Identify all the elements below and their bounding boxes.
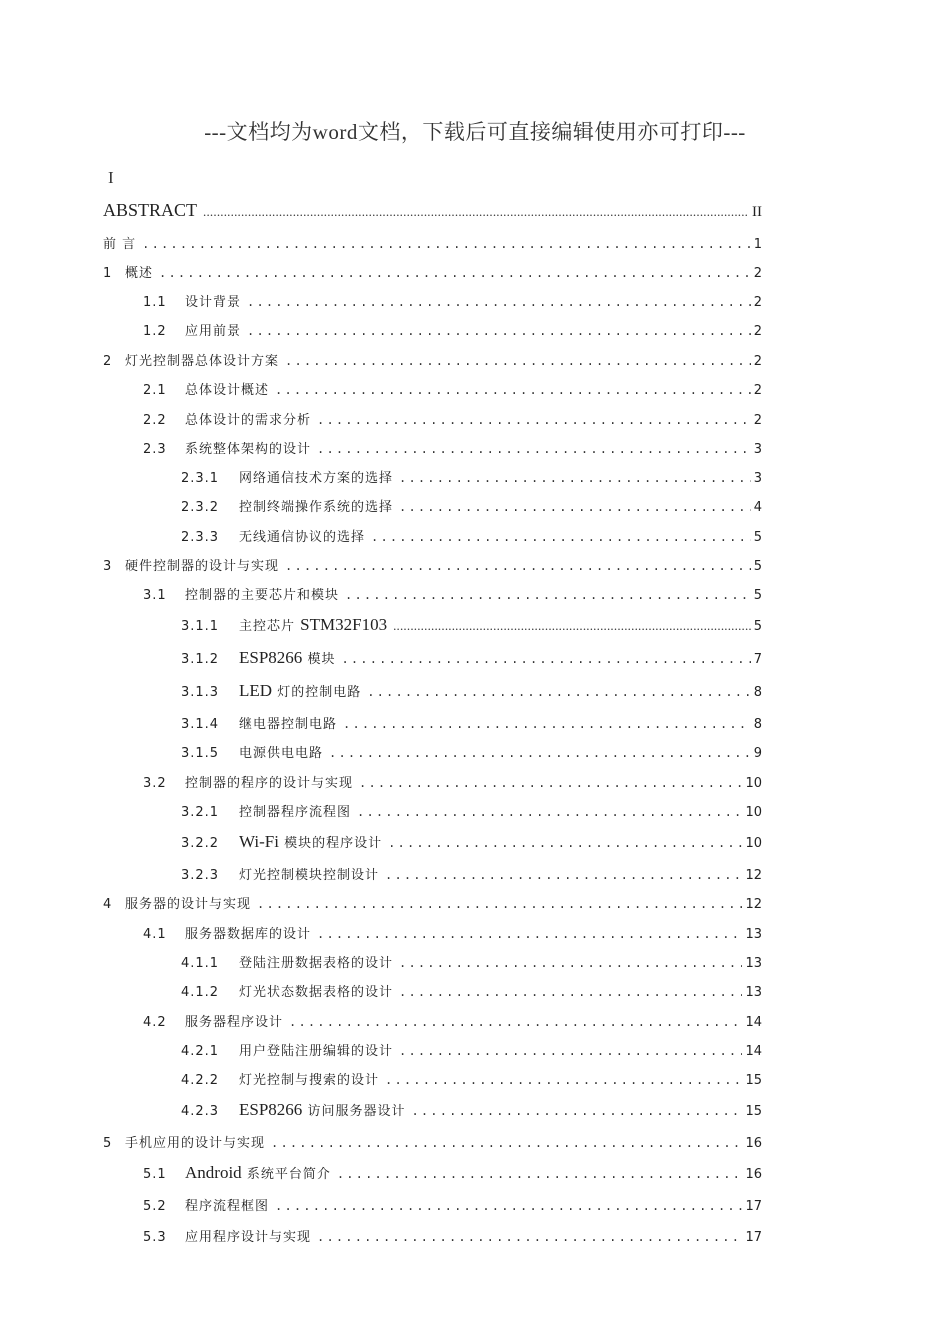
toc-leader-dots	[345, 588, 751, 602]
toc-entry-number: 2.3.1	[181, 471, 220, 486]
toc-entry-title-text: 继电器控制电路	[239, 717, 338, 732]
toc-page-number: 2	[753, 413, 762, 428]
toc-entry-number: 4.1	[143, 927, 167, 942]
toc-page-number: 2	[753, 354, 762, 369]
toc-entry[interactable]	[181, 526, 762, 545]
toc-leader-dots	[317, 413, 751, 427]
toc-entry[interactable]	[143, 409, 762, 428]
toc-leader-dots	[399, 500, 751, 514]
toc-entry[interactable]	[143, 1195, 762, 1214]
toc-entry-title	[239, 952, 393, 971]
roman-page-label: I	[108, 168, 114, 187]
toc-entry-number: 3.1.4	[181, 717, 220, 732]
toc-entry-number: 3.2	[143, 776, 167, 791]
toc-leader-dots	[247, 295, 751, 309]
toc-entry[interactable]	[181, 681, 762, 701]
toc-leader-dots	[317, 1230, 742, 1244]
toc-page-number: 8	[753, 717, 762, 732]
toc-entry-number: 1.2	[143, 324, 167, 339]
toc-page-number: 2	[753, 295, 762, 310]
toc-entry-number: 2	[103, 354, 113, 369]
toc-leader-dots	[317, 442, 751, 456]
toc-leader-dots	[399, 985, 742, 999]
toc-entry-number: 3.2.3	[181, 868, 220, 883]
toc-entry-title-latin: Wi-Fi	[239, 832, 279, 851]
toc-entry[interactable]	[181, 742, 762, 761]
toc-entry-title	[185, 320, 241, 339]
toc-leader-dots	[285, 354, 751, 368]
toc-entry[interactable]	[103, 350, 762, 369]
toc-entry-title-text: 控制器的主要芯片和模块	[185, 588, 340, 603]
toc-leader-dots	[371, 530, 751, 544]
toc-entry-title	[103, 200, 197, 221]
toc-entry-number: 1.1	[143, 295, 167, 310]
toc-entry-title-text: 无线通信协议的选择	[239, 530, 366, 545]
toc-page-number: 2	[753, 266, 762, 281]
toc-leader-dots	[275, 1199, 742, 1213]
toc-entry-number: 3.1.3	[181, 685, 220, 700]
toc-page-number: 9	[753, 746, 762, 761]
toc-page-number: 13	[745, 985, 762, 1000]
toc-leader-dots	[399, 956, 742, 970]
toc-entry-title-text: 控制器程序流程图	[239, 805, 352, 820]
toc-entry[interactable]	[181, 1069, 762, 1088]
toc-entry-title-text: 前 言	[103, 237, 137, 252]
document-banner: ---文档均为word文档，下载后可直接编辑使用亦可打印---	[204, 120, 746, 144]
toc-entry-title	[239, 713, 337, 732]
toc-entry-number: 3.1.5	[181, 746, 220, 761]
toc-entry[interactable]	[181, 981, 762, 1000]
toc-leader-dots	[247, 324, 751, 338]
toc-entry-title	[185, 1195, 269, 1214]
toc-entry-number: 3.1.1	[181, 619, 220, 634]
toc-entry-title-text: 登陆注册数据表格的设计	[239, 956, 394, 971]
toc-entry[interactable]	[143, 1226, 762, 1245]
toc-leader-dots	[388, 836, 742, 850]
toc-entry-title	[239, 1040, 393, 1059]
toc-entry[interactable]	[181, 1100, 762, 1120]
toc-entry-title	[125, 262, 153, 281]
toc-page-number: 2	[753, 324, 762, 339]
toc-entry-title-text: 控制器的程序的设计与实现	[185, 776, 354, 791]
toc-entry[interactable]	[181, 832, 762, 852]
toc-entry[interactable]	[181, 648, 762, 668]
toc-leader-dots	[341, 652, 750, 666]
toc-entry[interactable]	[103, 1132, 762, 1151]
toc-entry-number: 4.2.3	[181, 1104, 220, 1119]
toc-entry-title	[239, 648, 335, 668]
toc-entry[interactable]	[143, 772, 762, 791]
toc-entry[interactable]	[103, 200, 762, 221]
toc-entry[interactable]	[143, 320, 762, 339]
toc-entry-title-text: 服务器的设计与实现	[125, 897, 252, 912]
toc-entry[interactable]	[181, 1040, 762, 1059]
toc-entry-title	[239, 526, 365, 545]
toc-entry-title-text: 网络通信技术方案的选择	[239, 471, 394, 486]
toc-entry-title	[185, 291, 241, 310]
toc-entry-title-text: ABSTRACT	[103, 200, 198, 220]
toc-entry-number: 4.1.2	[181, 985, 220, 1000]
toc-page-number: 15	[745, 1104, 762, 1119]
toc-entry-title-latin: Android	[185, 1163, 242, 1182]
toc-entry-title	[185, 1226, 311, 1245]
toc-entry-title	[185, 584, 339, 603]
toc-entry-title-latin: STM32F103	[300, 615, 388, 634]
toc-page-number: 10	[745, 805, 762, 820]
toc-entry[interactable]	[181, 864, 762, 883]
toc-entry-title	[185, 438, 311, 457]
toc-page-number: 1	[753, 237, 762, 252]
toc-entry-title-text: 用户登陆注册编辑的设计	[239, 1044, 394, 1059]
toc-entry-title-text: 访问服务器设计	[307, 1104, 406, 1119]
toc-entry-title-text: 总体设计的需求分析	[185, 413, 312, 428]
toc-entry[interactable]	[143, 438, 762, 457]
toc-entry[interactable]	[181, 801, 762, 820]
toc-entry-title	[239, 1100, 405, 1120]
toc-entry-number: 2.1	[143, 383, 167, 398]
toc-entry-title	[185, 1163, 331, 1183]
toc-entry-title-text: 应用前景	[185, 324, 242, 339]
toc-leader-dots	[142, 237, 751, 251]
toc-entry-title	[185, 923, 311, 942]
toc-entry-title	[185, 379, 269, 398]
toc-entry[interactable]	[181, 952, 762, 971]
toc-page-number: 13	[745, 956, 762, 971]
toc-leader-dots	[359, 776, 742, 790]
toc-page-number: 3	[753, 442, 762, 457]
toc-page-number: 4	[753, 500, 762, 515]
toc-entry-title-latin: ESP8266	[239, 1100, 303, 1119]
toc-entry-title	[103, 233, 136, 252]
toc-page-number: 5	[753, 559, 762, 574]
toc-leader-dots	[337, 1167, 743, 1181]
toc-entry-number: 4.2.2	[181, 1073, 220, 1088]
toc-entry[interactable]	[143, 584, 762, 603]
toc-page-number: 5	[753, 619, 762, 634]
toc-entry-title	[239, 467, 393, 486]
toc-entry-title-text: 程序流程框图	[185, 1199, 270, 1214]
toc-leader-dots	[411, 1104, 742, 1118]
toc-entry-title-latin: ESP8266	[239, 648, 303, 667]
toc-entry[interactable]	[143, 291, 762, 310]
toc-page-number: 12	[745, 868, 762, 883]
toc-entry-title-text: 系统整体架构的设计	[185, 442, 312, 457]
toc-entry-title	[239, 1069, 379, 1088]
toc-page-number: 17	[745, 1230, 762, 1245]
toc-entry-title-text: 灯的控制电路	[277, 685, 362, 700]
toc-entry-number: 4.2	[143, 1015, 167, 1030]
toc-entry[interactable]	[143, 1011, 762, 1030]
toc-entry-title	[125, 893, 251, 912]
toc-entry-number: 5.3	[143, 1230, 167, 1245]
toc-entry-title-text: 主控芯片	[239, 619, 296, 634]
toc-entry-title	[239, 864, 379, 883]
toc-entry-title	[239, 742, 323, 761]
toc-entry-title	[239, 615, 387, 635]
toc-entry-number: 3.2.1	[181, 805, 220, 820]
toc-page-number: 13	[745, 927, 762, 942]
toc-leader-dots	[329, 746, 751, 760]
toc-entry-number: 3.1	[143, 588, 167, 603]
toc-leader-dots	[393, 618, 751, 634]
toc-page-number: 5	[753, 530, 762, 545]
toc-page-number: 16	[745, 1167, 762, 1182]
toc-entry-title	[125, 350, 279, 369]
toc-entry[interactable]	[103, 555, 762, 574]
toc-entry-title	[239, 801, 351, 820]
toc-page-number: 3	[753, 471, 762, 486]
toc-entry-number: 3	[103, 559, 113, 574]
toc-leader-dots	[275, 383, 751, 397]
toc-leader-dots	[317, 927, 742, 941]
toc-entry-title	[125, 1132, 265, 1151]
toc-entry[interactable]	[181, 615, 762, 635]
toc-page-number: 15	[745, 1073, 762, 1088]
toc-entry[interactable]	[181, 496, 762, 515]
toc-entry-title-text: 硬件控制器的设计与实现	[125, 559, 280, 574]
toc-entry-title	[239, 496, 393, 515]
toc-page-number: 10	[745, 836, 762, 851]
toc-leader-dots	[289, 1015, 742, 1029]
toc-entry-title-text: 灯光状态数据表格的设计	[239, 985, 394, 1000]
toc-leader-dots	[399, 471, 751, 485]
toc-entry-title	[239, 681, 361, 701]
toc-entry-number: 2.3	[143, 442, 167, 457]
toc-entry-number: 5	[103, 1136, 113, 1151]
toc-entry-number: 2.3.2	[181, 500, 220, 515]
toc-entry[interactable]	[181, 467, 762, 486]
toc-entry-number: 2.2	[143, 413, 167, 428]
toc-entry[interactable]	[143, 1163, 762, 1183]
toc-entry-number: 3.2.2	[181, 836, 220, 851]
toc-entry-number: 4	[103, 897, 113, 912]
toc-leader-dots	[257, 897, 742, 911]
toc-page-number: 14	[745, 1015, 762, 1030]
toc-entry[interactable]	[103, 262, 762, 281]
toc-entry-title-text: 模块的程序设计	[284, 836, 383, 851]
toc-entry-title-text: 控制终端操作系统的选择	[239, 500, 394, 515]
toc-page-number: 10	[745, 776, 762, 791]
toc-entry-title	[239, 832, 382, 852]
toc-leader-dots	[285, 559, 751, 573]
toc-leader-dots	[399, 1044, 742, 1058]
toc-page-number: 16	[745, 1136, 762, 1151]
toc-entry-number: 1	[103, 266, 113, 281]
toc-leader-dots	[159, 266, 751, 280]
toc-page-number: II	[752, 204, 762, 220]
toc-leader-dots	[357, 805, 742, 819]
toc-leader-dots	[385, 1073, 742, 1087]
toc-page-number: 2	[753, 383, 762, 398]
toc-entry-title-text: 灯光控制模块控制设计	[239, 868, 380, 883]
toc-leader-dots	[271, 1136, 742, 1150]
toc-entry-title-text: 设计背景	[185, 295, 242, 310]
toc-leader-dots	[385, 868, 742, 882]
toc-entry-title	[125, 555, 279, 574]
toc-entry-title-text: 模块	[307, 652, 336, 667]
toc-entry-number: 4.1.1	[181, 956, 220, 971]
toc-entry[interactable]	[103, 233, 762, 252]
toc-entry-number: 5.2	[143, 1199, 167, 1214]
toc-entry-number: 2.3.3	[181, 530, 220, 545]
toc-entry-title-text: 服务器程序设计	[185, 1015, 284, 1030]
toc-entry-title-text: 灯光控制器总体设计方案	[125, 354, 280, 369]
toc-entry-title-text: 电源供电电路	[239, 746, 324, 761]
toc-page-number: 8	[753, 685, 762, 700]
toc-leader-dots	[367, 685, 751, 699]
toc-leader-dots	[343, 717, 751, 731]
toc-page-number: 5	[753, 588, 762, 603]
toc-entry-title-text: 应用程序设计与实现	[185, 1230, 312, 1245]
toc-entry-title-text: 总体设计概述	[185, 383, 270, 398]
toc-entry-number: 4.2.1	[181, 1044, 220, 1059]
toc-entry-title-text: 灯光控制与搜索的设计	[239, 1073, 380, 1088]
toc-entry[interactable]	[181, 713, 762, 732]
toc-entry-title	[185, 772, 353, 791]
toc-entry-number: 5.1	[143, 1167, 167, 1182]
toc-entry-title-text: 系统平台简介	[246, 1167, 331, 1182]
toc-entry-title-text: 概述	[125, 266, 154, 281]
toc-page-number: 17	[745, 1199, 762, 1214]
toc-entry[interactable]	[143, 923, 762, 942]
toc-entry-title-text: 服务器数据库的设计	[185, 927, 312, 942]
toc-entry[interactable]	[103, 893, 762, 912]
toc-entry-title	[185, 409, 311, 428]
toc-page-number: 14	[745, 1044, 762, 1059]
toc-entry[interactable]	[143, 379, 762, 398]
toc-entry-title	[239, 981, 393, 1000]
toc-leader-dots	[203, 204, 749, 220]
toc-page-number: 7	[753, 652, 762, 667]
toc-entry-title-text: 手机应用的设计与实现	[125, 1136, 266, 1151]
toc-entry-number: 3.1.2	[181, 652, 220, 667]
toc-page-number: 12	[745, 897, 762, 912]
toc-entry-title-latin: LED	[239, 681, 273, 700]
toc-entry-title	[185, 1011, 283, 1030]
